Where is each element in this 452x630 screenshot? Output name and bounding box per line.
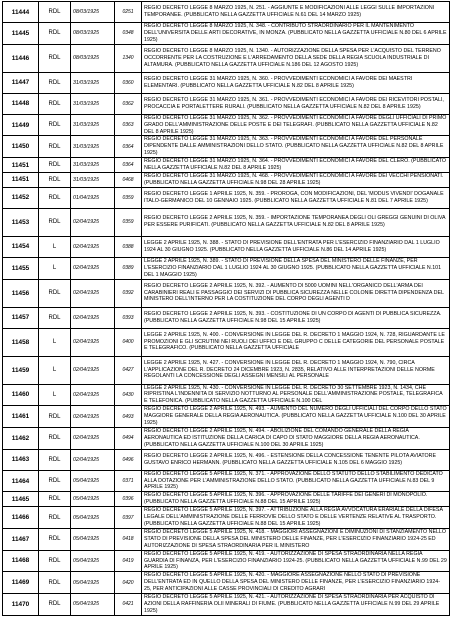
- record-number: 11466: [3, 507, 39, 529]
- table-row: [3, 384, 450, 406]
- record-number: 11469: [3, 572, 39, 594]
- act-type: RDL: [39, 93, 71, 114]
- record-number: 11444: [3, 2, 39, 23]
- table-row: [3, 507, 450, 529]
- act-date: 02/04/1925: [71, 449, 115, 470]
- record-number: 11464: [3, 470, 39, 492]
- table-row: [3, 114, 450, 136]
- act-code: 0364: [115, 136, 142, 158]
- record-number: 11452: [3, 187, 39, 208]
- act-type: RDL: [39, 307, 71, 328]
- table-row: [3, 492, 450, 507]
- act-date: 31/03/1925: [71, 158, 115, 173]
- act-description: REGIO DECRETO LEGGE 2 APRILE 1925, N. 359. - IMPORTAZIONE TEMPORANEA DEGLI OLI GREGGI GENUINI DI OLIVA PER ESSERE PURIFICATI. (PUBBLICATO NELLA GAZZETTA UFFICIALE N.82 DEL 8 APRILE 1925): [142, 208, 450, 236]
- act-date: 02/04/1925: [71, 307, 115, 328]
- table-row: [3, 2, 450, 23]
- act-code: 0419: [115, 550, 142, 572]
- act-date: 02/04/1925: [71, 384, 115, 406]
- act-type: L: [39, 328, 71, 356]
- act-date: 08/03/1925: [71, 44, 115, 72]
- record-number: 11459: [3, 356, 39, 384]
- act-date: 02/04/1925: [71, 257, 115, 279]
- table-row: [3, 257, 450, 279]
- table-row: [3, 23, 450, 45]
- act-type: RDL: [39, 572, 71, 594]
- table-row: [3, 136, 450, 158]
- act-date: 08/03/1925: [71, 2, 115, 23]
- act-description: REGIO DECRETO LEGGE 5 APRILE 1925, N. 418. - MAGGIORI ASSEGNAZIONI E DIMINUZIONI DI STANZIAMENTO NELLO STATO DI PREVISIONE DELLA SPESA DEL MINISTERO DELLE FINANZE, PER L'ESERCIZIO FINANZIARIO 1924-25 ED AUTORIZZAZIONE DI SPESA STRAORDINARIA PER IL MINISTERO: [142, 528, 450, 550]
- act-description: REGIO DECRETO LEGGE 31 MARZO 1925, N. 364. - PROVVEDIMENTI ECONOMICI A FAVORE DEL CLERO. (PUBBLICATO NELLA GAZZETTA UFFICIALE N.82 DEL 8 APRILE 1925): [142, 158, 450, 173]
- act-code: 0389: [115, 257, 142, 279]
- act-description: REGIO DECRETO LEGGE 2 APRILE 1925, N. 393. - COSTITUZIONE DI UN CORPO DI AGENTI DI PUBBLICA SICUREZZA. (PUBBLICATO NELLA GAZZETTA UFFICIALE N.98 DEL 15 APRILE 1925): [142, 307, 450, 328]
- act-code: 0388: [115, 236, 142, 257]
- act-description: REGIO DECRETO LEGGE 2 APRILE 1925, N. 493. - AUMENTO DEL NUMERO DEGLI UFFICIALI DEL CORPO DELLO STATO MAGGIORE GENERALE DELLA REGIA AERONAUTICA. (PUBBLICATO NELLA GAZZETTA UFFICIALE N.100 DEL 30 APRILE 1925): [142, 406, 450, 428]
- record-number: 11470: [3, 594, 39, 616]
- act-type: RDL: [39, 114, 71, 136]
- table-row: [3, 550, 450, 572]
- record-number: 11448: [3, 93, 39, 114]
- table-row: [3, 528, 450, 550]
- act-code: 0360: [115, 72, 142, 93]
- act-type: RDL: [39, 279, 71, 307]
- act-date: 31/03/1925: [71, 172, 115, 187]
- table-row: [3, 93, 450, 114]
- record-number: 11462: [3, 427, 39, 449]
- table-row: [3, 470, 450, 492]
- act-code: 0359: [115, 187, 142, 208]
- act-date: 02/04/1925: [71, 427, 115, 449]
- record-number: 11460: [3, 384, 39, 406]
- act-type: RDL: [39, 187, 71, 208]
- record-number: 11456: [3, 279, 39, 307]
- act-type: RDL: [39, 158, 71, 173]
- act-code: 0421: [115, 594, 142, 616]
- act-code: 0427: [115, 356, 142, 384]
- act-type: RDL: [39, 449, 71, 470]
- act-date: 31/03/1925: [71, 114, 115, 136]
- act-date: 02/04/1925: [71, 236, 115, 257]
- act-code: 0393: [115, 307, 142, 328]
- act-description: REGIO DECRETO LEGGE 8 MARZO 1925, N. 348. - CONTRIBUTO STRAORDINARIO PER IL MANTENIMENTO DELL'UNIVERSITA DELLE ARTI DECORATIVE, IN MONZA. (PUBBLICATO NELLA GAZZETTA UFFICIALE N.80 DEL 6 APRILE 1925): [142, 23, 450, 45]
- act-code: 0468: [115, 172, 142, 187]
- act-description: REGIO DECRETO LEGGE 2 APRILE 1925, N. 392. - AUMENTO DI 5000 UOMINI NELL'ORGANICO DELL'ARMA DEI CARABINIERI REALI E PASSAGGIO DEI SERVIZI DI PUBBLICA SICUREZZA NELLE COLONIE DIRETTA DIPENDENZA DEL MINISTERO DELL'INTERNO PER LA COSTITUZIONE DEL CORPO DEGLI AGENTI D: [142, 279, 450, 307]
- record-number: 11463: [3, 449, 39, 470]
- act-type: L: [39, 236, 71, 257]
- table-row: [3, 172, 450, 187]
- decree-table: [2, 1, 450, 616]
- act-type: RDL: [39, 44, 71, 72]
- record-number: 11467: [3, 528, 39, 550]
- act-code: 1340: [115, 44, 142, 72]
- table-row: [3, 307, 450, 328]
- act-type: L: [39, 356, 71, 384]
- act-type: RDL: [39, 2, 71, 23]
- act-description: REGIO DECRETO LEGGE 2 APRILE 1925, N. 494. - ABOLIZIONE DEL COMANDO GENERALE DELLA REGIA AERONAUTICA ED ISTITUZIONE DELLA CARICA DI CAPO DI STATO MAGGIORE DELLA REGIA AERONAUTICA. (PUBBLICATO NELLA GAZZETTA UFFICIALE N.100 DEL 30 APRILE 1925): [142, 427, 450, 449]
- table-row: [3, 279, 450, 307]
- act-description: LEGGE 2 APRILE 1925, N. 400. - CONVERSIONE IN LEGGE DEL R. DECRETO 1 MAGGIO 1924, N. 728, RIGUARDANTE LE PROMOZIONI E GLI SCRUTINI NEI RUOLI DEI UFFICI E DEL GRUPPO C DELLE CATEGORIE DEL PERSONALE POSTALE E TELEGRAFICO. (PUBBLICATO NELLA GAZZETTA UFFICIALE: [142, 328, 450, 356]
- act-description: REGIO DECRETO LEGGE 5 APRILE 1925, N. 421. - AUTORIZZAZIONE DI SPESA STRAORDINARIA PER ACQUISTO DI AZIONI DELLA RAFFINERIA OLII MINERALI DI FIUME. (PUBBLICATO NELLA GAZZETTA UFFICIALE N.99 DEL 29 APRILE 1925): [142, 594, 450, 616]
- act-description: LEGGE 2 APRILE 1925, N. 388. - STATO DI PREVISIONE DELL'ENTRATA PER L'ESERCIZIO FINANZIARIO DAL 1 LUGLIO 1924 AL 30 GIUGNO 1925. (PUBBLICATO NELLA GAZZETTA UFFICIALE N.86 DEL 14 APRILE 1925): [142, 236, 450, 257]
- record-number: 11457: [3, 307, 39, 328]
- act-code: 0392: [115, 279, 142, 307]
- act-date: 02/04/1925: [71, 406, 115, 428]
- act-date: 05/04/1925: [71, 550, 115, 572]
- act-description: REGIO DECRETO LEGGE 2 APRILE 1925, N. 496. - ESTENSIONE DELLA CONCESSIONE TENENTE PILOTA AVIATORE GUSTAVO ENRICO HERMANN. (PUBBLICATO NELLA GAZZETTA UFFICIALE N.105 DEL 6 MAGGIO 1925): [142, 449, 450, 470]
- act-description: LEGGE 2 APRILE 1925, N. 389. - STATO DI PREVISIONE DELLA SPESA DEL MINISTERO DELLE FINANZE, PER L'ESERCIZIO FINANZIARIO DAL 1 LUGLIO 1924 AL 30 GIUGNO 1925. (PUBBLICATO NELLA GAZZETTA UFFICIALE N.101 DEL 1 MAGGIO 1925): [142, 257, 450, 279]
- table-row: [3, 208, 450, 236]
- act-description: REGIO DECRETO LEGGE 5 APRILE 1925, N. 420. - MAGGIORE ASSEGNAZIONE NELLO STATO DI PREVISIONE DELL'ENTRATA ED IN QUELLO DELLA SPESA DEL MINISTERO DELLE FINANZE, PER L'ESERCIZIO FINANZIARIO 1924-25, PER ANTICIPAZIONI ALLE CASSE PROVINCIALI DI CREDITO AGRARI: [142, 572, 450, 594]
- act-description: REGIO DECRETO LEGGE 31 MARZO 1925, N. 363. - PROVVEDIMENTI ECONOMICI A FAVORE DEL PERSONALE DIPENDENTE DALLE AMMINISTRAZIONI DELLO STATO. (PUBBLICATO NELLA GAZZETTA UFFICIALE N.82 DEL 8 APRILE 1925): [142, 136, 450, 158]
- decree-table-body: [3, 2, 450, 616]
- act-type: RDL: [39, 172, 71, 187]
- act-type: L: [39, 257, 71, 279]
- table-row: [3, 406, 450, 428]
- act-code: 0364: [115, 158, 142, 173]
- act-type: L: [39, 384, 71, 406]
- table-row: [3, 572, 450, 594]
- act-code: 0371: [115, 470, 142, 492]
- record-number: 11455: [3, 257, 39, 279]
- document-page: [2, 1, 450, 616]
- act-description: REGIO DECRETO LEGGE 5 APRILE 1925, N. 396. - APPROVAZIONE DELLE TARIFFE DEI GENERI DI MONOPOLIO. (PUBBLICATO NELLA GAZZETTA UFFICIALE N.88 DEL 15 APRILE 1925): [142, 492, 450, 507]
- table-row: [3, 44, 450, 72]
- act-code: 0493: [115, 406, 142, 428]
- record-number: 11445: [3, 23, 39, 45]
- act-description: REGIO DECRETO LEGGE 8 MARZO 1925, N. 251. - AGGIUNTE E MODIFICAZIONI ALLE LEGGI SULLE IMPORTAZIONI TEMPORANEE. (PUBBLICATO NELLA GAZZETTA UFFICIALE N.61 DEL 14 MARZO 1925): [142, 2, 450, 23]
- act-type: RDL: [39, 72, 71, 93]
- table-row: [3, 356, 450, 384]
- act-type: RDL: [39, 427, 71, 449]
- record-number: 11450: [3, 136, 39, 158]
- table-row: [3, 427, 450, 449]
- act-description: LEGGE 2 APRILE 1925, N. 430. - CONVERSIONE IN LEGGE DEL R. DECRETO 30 SETTEMBRE 1923, N. 1434, CHE RIPRISTINA L'INDENNITA DI SERVIZIO NOTTURNO AL PERSONALE DELL'AMMINISTRAZIONE POSTALE, TELEGRAFICA E TELEFONICA. (PUBBLICATO NELLA GAZZETTA UFFICIALE N.100 DEL: [142, 384, 450, 406]
- act-description: REGIO DECRETO LEGGE 31 MARZO 1925, N. 468. - PROVVEDIMENTI ECONOMICI A FAVORE DEI VECCHI PENSIONATI. (PUBBLICATO NELLA GAZZETTA UFFICIALE N.98 DEL 28 APRILE 1925): [142, 172, 450, 187]
- record-number: 11465: [3, 492, 39, 507]
- act-date: 05/04/1925: [71, 528, 115, 550]
- act-code: 0359: [115, 208, 142, 236]
- act-description: REGIO DECRETO LEGGE 31 MARZO 1925, N. 361. - PROVVEDIMENTI ECONOMICI A FAVORE DEI RICEVITORI POSTALI, PROCACCIA E PORTALETTERE RURALI. (PUBBLICATO NELLA GAZZETTA UFFICIALE N.82 DEL 8 APRILE 1925): [142, 93, 450, 114]
- act-description: LEGGE 2 APRILE 1925, N. 427. - CONVERSIONE IN LEGGE DEL R. DECRETO 1 MAGGIO 1924, N. 790, CIRCA L'APPLICAZIONE DEL R. DECRETO 24 DICEMBRE 1923, N. 2835, RELATIVO ALLE INTERPRETAZIONI DELLE NORME REGOLANTI LA CONCESSIONE DEGLI ASSEGNI MENSILI AL PERSONALE: [142, 356, 450, 384]
- act-code: 0420: [115, 572, 142, 594]
- act-code: 0348: [115, 23, 142, 45]
- act-date: 05/04/1925: [71, 594, 115, 616]
- table-row: [3, 236, 450, 257]
- act-code: 0251: [115, 2, 142, 23]
- record-number: 11461: [3, 406, 39, 428]
- act-type: RDL: [39, 492, 71, 507]
- act-date: 05/04/1925: [71, 470, 115, 492]
- act-type: RDL: [39, 208, 71, 236]
- act-date: 05/04/1925: [71, 572, 115, 594]
- table-row: [3, 187, 450, 208]
- act-type: RDL: [39, 406, 71, 428]
- act-description: REGIO DECRETO LEGGE 31 MARZO 1925, N. 362. - PROVVEDIMENTI ECONOMICI A FAVORE DEGLI UFFICIALI DI PRIMO GRADO DELL'AMMINISTRAZIONE DELLE POSTE E DEI TELEGRAFI. (PUBBLICATO NELLA GAZZETTA UFFICIALE N.82 DEL 8 APRILE 1925): [142, 114, 450, 136]
- act-date: 31/03/1925: [71, 136, 115, 158]
- act-type: RDL: [39, 550, 71, 572]
- act-type: RDL: [39, 470, 71, 492]
- table-row: [3, 328, 450, 356]
- act-description: REGIO DECRETO LEGGE 5 APRILE 1925, N. 371. - APPROVAZIONE DELLO STATUTO DELLO STABILIMENTO DEDICATO ALLA DOTAZIONE PER L'AMMINISTRAZIONE DELLO STATO. (PUBBLICATO NELLA GAZZETTA UFFICIALE N.83 DEL 9 APRILE 1925): [142, 470, 450, 492]
- act-type: RDL: [39, 594, 71, 616]
- record-number: 11446: [3, 44, 39, 72]
- act-code: 0430: [115, 384, 142, 406]
- act-code: 0397: [115, 507, 142, 529]
- act-code: 0362: [115, 93, 142, 114]
- act-code: 0363: [115, 114, 142, 136]
- act-date: 05/04/1925: [71, 507, 115, 529]
- record-number: 11447: [3, 72, 39, 93]
- act-type: RDL: [39, 528, 71, 550]
- act-date: 02/04/1925: [71, 208, 115, 236]
- record-number: 11449: [3, 114, 39, 136]
- record-number: 11451: [3, 172, 39, 187]
- act-date: 02/04/1925: [71, 328, 115, 356]
- record-number: 11468: [3, 550, 39, 572]
- act-description: REGIO DECRETO LEGGE 5 APRILE 1925, N. 419. - AUTORIZZAZIONE DI SPESA STRAORDINARIA NELLA REGIA GUARDIA DI FINANZA, PER L'ESERCIZIO FINANZIARIO 1924-25. (PUBBLICATO NELLA GAZZETTA UFFICIALE N.99 DEL 29 APRILE 1925): [142, 550, 450, 572]
- act-description: REGIO DECRETO LEGGE 31 MARZO 1925, N. 360. - PROVVEDIMENTI ECONOMICI A FAVORE DEI MAESTRI ELEMENTARI. (PUBBLICATO NELLA GAZZETTA UFFICIALE N.82 DEL 8 APRILE 1925): [142, 72, 450, 93]
- act-type: RDL: [39, 507, 71, 529]
- record-number: 11453: [3, 208, 39, 236]
- table-row: [3, 594, 450, 616]
- act-code: 0496: [115, 449, 142, 470]
- act-code: 0400: [115, 328, 142, 356]
- act-description: REGIO DECRETO LEGGE 8 MARZO 1925, N. 1340. - AUTORIZZAZIONE DELLA SPESA PER L'ACQUISTO DEL TERRENO OCCORRENTE PER LA COSTRUZIONE E L'ARREDAMENTO DELLA SEDE DELLA REGIA SCUOLA INDUSTRIALE DI ALTAMURA. (PUBBLICATO NELLA GAZZETTA UFFICIALE N.186 DEL 12 AGOSTO 1925): [142, 44, 450, 72]
- act-description: REGIO DECRETO LEGGE 1 APRILE 1925, N. 359. - PROROGA, CON MODIFICAZIONI, DEL 'MODUS VIVENDI' DOGANALE ITALO-GERMANICO DEL 10 GENNAIO 1925. (PUBBLICATO NELLA GAZZETTA UFFICIALE N.81 DEL 7 APRILE 1925): [142, 187, 450, 208]
- record-number: 11454: [3, 236, 39, 257]
- table-row: [3, 158, 450, 173]
- act-date: 02/04/1925: [71, 356, 115, 384]
- act-type: RDL: [39, 23, 71, 45]
- act-date: 01/04/1925: [71, 187, 115, 208]
- act-code: 0494: [115, 427, 142, 449]
- record-number: 11451: [3, 158, 39, 173]
- act-date: 31/03/1925: [71, 93, 115, 114]
- table-row: [3, 449, 450, 470]
- act-date: 05/04/1925: [71, 492, 115, 507]
- act-type: RDL: [39, 136, 71, 158]
- act-date: 02/04/1925: [71, 279, 115, 307]
- act-code: 0396: [115, 492, 142, 507]
- act-date: 31/03/1925: [71, 72, 115, 93]
- record-number: 11458: [3, 328, 39, 356]
- act-description: REGIO DECRETO LEGGE 5 APRILE 1925, N. 397. - ATTRIBUZIONE ALLA REGIA AVVOCATURA ERARIALE DELLA DIFESA LEGALE DELL'AMMINISTRAZIONE DELLE FERROVIE DELLO STATO E DELLE VERTENZE RELATIVE AL TRASPORTO. (PUBBLICATO NELLA GAZZETTA UFFICIALE N.88 DEL 15 APRILE 1925): [142, 507, 450, 529]
- act-code: 0418: [115, 528, 142, 550]
- act-date: 08/03/1925: [71, 23, 115, 45]
- table-row: [3, 72, 450, 93]
